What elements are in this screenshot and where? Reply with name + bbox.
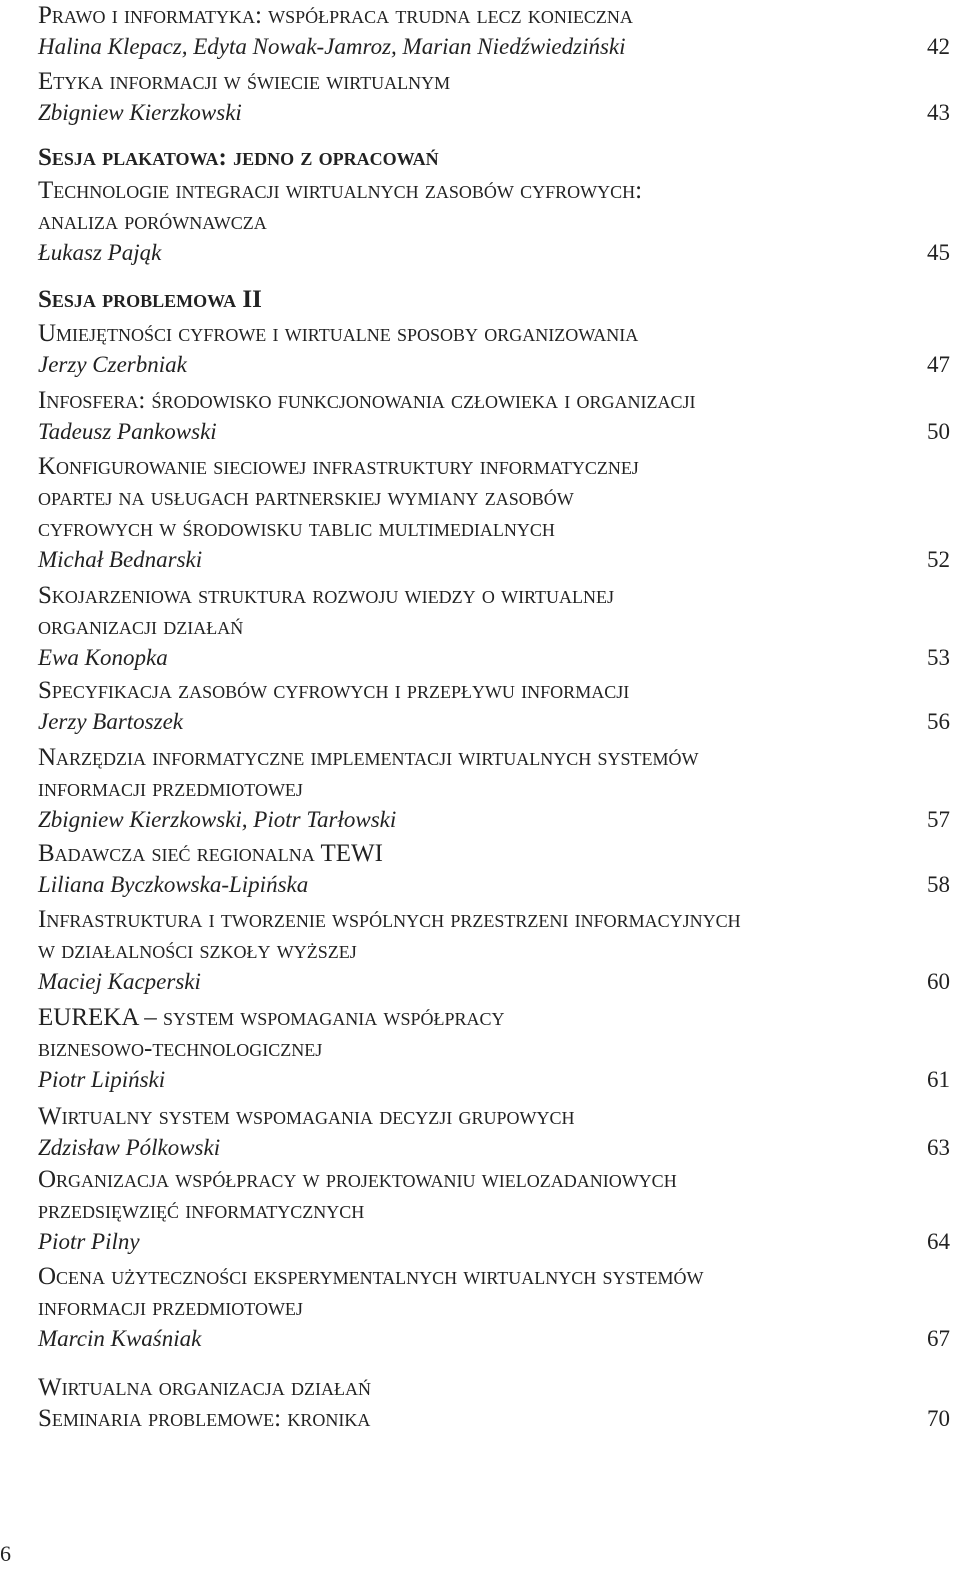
- entry-title-line: Seminaria problemowe: kronika: [38, 1405, 371, 1432]
- entry-page-number: 45: [927, 240, 950, 265]
- author-row: [38, 237, 950, 268]
- author-row: [38, 869, 950, 900]
- entry-title-line: biznesowo-technologicznej: [38, 1035, 323, 1062]
- entry-title-line: przedsięwzięć informatycznych: [38, 1197, 365, 1224]
- toc-entry: [38, 318, 950, 380]
- entry-page-number: 64: [927, 1229, 950, 1254]
- entry-title-line: Skojarzeniowa struktura rozwoju wiedzy o wirtualnej: [38, 582, 615, 609]
- entry-author: Halina Klepacz, Edyta Nowak-Jamroz, Marian Niedźwiedziński: [38, 34, 626, 59]
- entry-title-line: analiza porównawcza: [38, 208, 267, 235]
- toc-entry: [38, 175, 950, 268]
- entry-page-number: 43: [927, 100, 950, 125]
- toc-entry: [38, 742, 950, 835]
- entry-title-line: Etyka informacji w świecie wirtualnym: [38, 68, 451, 95]
- entry-title-line: opartej na usługach partnerskiej wymiany zasobów: [38, 484, 574, 511]
- entry-page-number: 61: [927, 1067, 950, 1092]
- entry-author: Łukasz Pająk: [38, 240, 162, 265]
- toc-entry: [38, 1002, 950, 1095]
- toc-entry: [38, 904, 950, 997]
- author-row: [38, 31, 950, 62]
- toc-entry: [38, 1101, 950, 1163]
- entry-title-line: Technologie integracji wirtualnych zasobów cyfrowych:: [38, 177, 643, 204]
- author-row: [38, 642, 950, 673]
- author-row: [38, 416, 950, 447]
- entry-title-line: organizacji działań: [38, 613, 244, 640]
- entry-title-line: w działalności szkoły wyższej: [38, 937, 357, 964]
- entry-page-number: 42: [927, 34, 950, 59]
- entry-title-line: Badawcza sieć regionalna TEWI: [38, 840, 383, 867]
- toc-entry: [38, 385, 950, 447]
- entry-title-line: Infrastruktura i tworzenie wspólnych przestrzeni informacyjnych: [38, 906, 741, 933]
- entry-page-number: 67: [927, 1326, 950, 1351]
- entry-author: Piotr Pilny: [38, 1229, 140, 1254]
- author-row: [38, 1064, 950, 1095]
- entry-title-line: Narzędzia informatyczne implementacji wirtualnych systemów: [38, 744, 699, 771]
- entry-title-line: informacji przedmiotowej: [38, 775, 303, 802]
- entry-title-line: Umiejętności cyfrowe i wirtualne sposoby organizowania: [38, 320, 639, 347]
- entry-author: Maciej Kacperski: [38, 969, 201, 994]
- toc-entry: [38, 1372, 950, 1403]
- author-row: [38, 966, 950, 997]
- entry-title-line: Ocena użyteczności eksperymentalnych wirtualnych systemów: [38, 1263, 704, 1290]
- entry-title-line: Wirtualna organizacja działań: [38, 1374, 371, 1401]
- entry-page-number: 57: [927, 807, 950, 832]
- author-row: [38, 544, 950, 575]
- entry-page-number: 58: [927, 872, 950, 897]
- toc-entry: [38, 675, 950, 737]
- toc-entry: [38, 1261, 950, 1354]
- entry-title-line: Prawo i informatyka: współpraca trudna lecz konieczna: [38, 2, 633, 29]
- toc-entry: [38, 1403, 950, 1434]
- entry-author: Jerzy Czerbniak: [38, 352, 187, 377]
- author-row: [38, 349, 950, 380]
- entry-author: Ewa Konopka: [38, 645, 168, 670]
- entry-title-line: Wirtualny system wspomagania decyzji grupowych: [38, 1103, 575, 1130]
- entry-author: Zbigniew Kierzkowski, Piotr Tarłowski: [38, 807, 397, 832]
- entry-page-number: 50: [927, 419, 950, 444]
- entry-page-number: 56: [927, 709, 950, 734]
- toc-entry: [38, 66, 950, 128]
- entry-page-number: 47: [927, 352, 950, 377]
- author-row: [38, 97, 950, 128]
- entry-page-number: 70: [927, 1406, 950, 1431]
- toc-entry: [38, 1164, 950, 1257]
- entry-title-line: EUREKA – system wspomagania współpracy: [38, 1004, 505, 1031]
- title-row: [38, 1403, 950, 1434]
- entry-author: Piotr Lipiński: [38, 1067, 166, 1092]
- toc-entry: [38, 451, 950, 575]
- entry-title-line: Specyfikacja zasobów cyfrowych i przepływu informacji: [38, 677, 630, 704]
- entry-author: Marcin Kwaśniak: [38, 1326, 202, 1351]
- toc-section-heading: [38, 142, 950, 173]
- author-row: [38, 1132, 950, 1163]
- entry-author: Tadeusz Pankowski: [38, 419, 217, 444]
- entry-page-number: 60: [927, 969, 950, 994]
- toc-entry: [38, 0, 950, 62]
- toc-entry: [38, 580, 950, 673]
- page-number: 6: [0, 1541, 11, 1566]
- entry-title-line: informacji przedmiotowej: [38, 1294, 303, 1321]
- entry-page-number: 63: [927, 1135, 950, 1160]
- author-row: [38, 804, 950, 835]
- author-row: [38, 1226, 950, 1257]
- toc-entry: [38, 838, 950, 900]
- entry-page-number: 52: [927, 547, 950, 572]
- entry-author: Liliana Byczkowska-Lipińska: [38, 872, 309, 897]
- entry-title-line: cyfrowych w środowisku tablic multimedialnych: [38, 515, 555, 542]
- entry-page-number: 53: [927, 645, 950, 670]
- entry-author: Michał Bednarski: [38, 547, 203, 572]
- entry-author: Zdzisław Pólkowski: [38, 1135, 221, 1160]
- section-title: Sesja problemowa II: [38, 286, 262, 313]
- author-row: [38, 706, 950, 737]
- toc-section-heading: [38, 284, 950, 315]
- entry-title-line: Organizacja współpracy w projektowaniu wielozadaniowych: [38, 1166, 677, 1193]
- author-row: [38, 1323, 950, 1354]
- entry-author: Zbigniew Kierzkowski: [38, 100, 242, 125]
- section-title: Sesja plakatowa: jedno z opracowań: [38, 144, 439, 171]
- entry-author: Jerzy Bartoszek: [38, 709, 183, 734]
- entry-title-line: Infosfera: środowisko funkcjonowania człowieka i organizacji: [38, 387, 696, 414]
- entry-title-line: Konfigurowanie sieciowej infrastruktury informatycznej: [38, 453, 639, 480]
